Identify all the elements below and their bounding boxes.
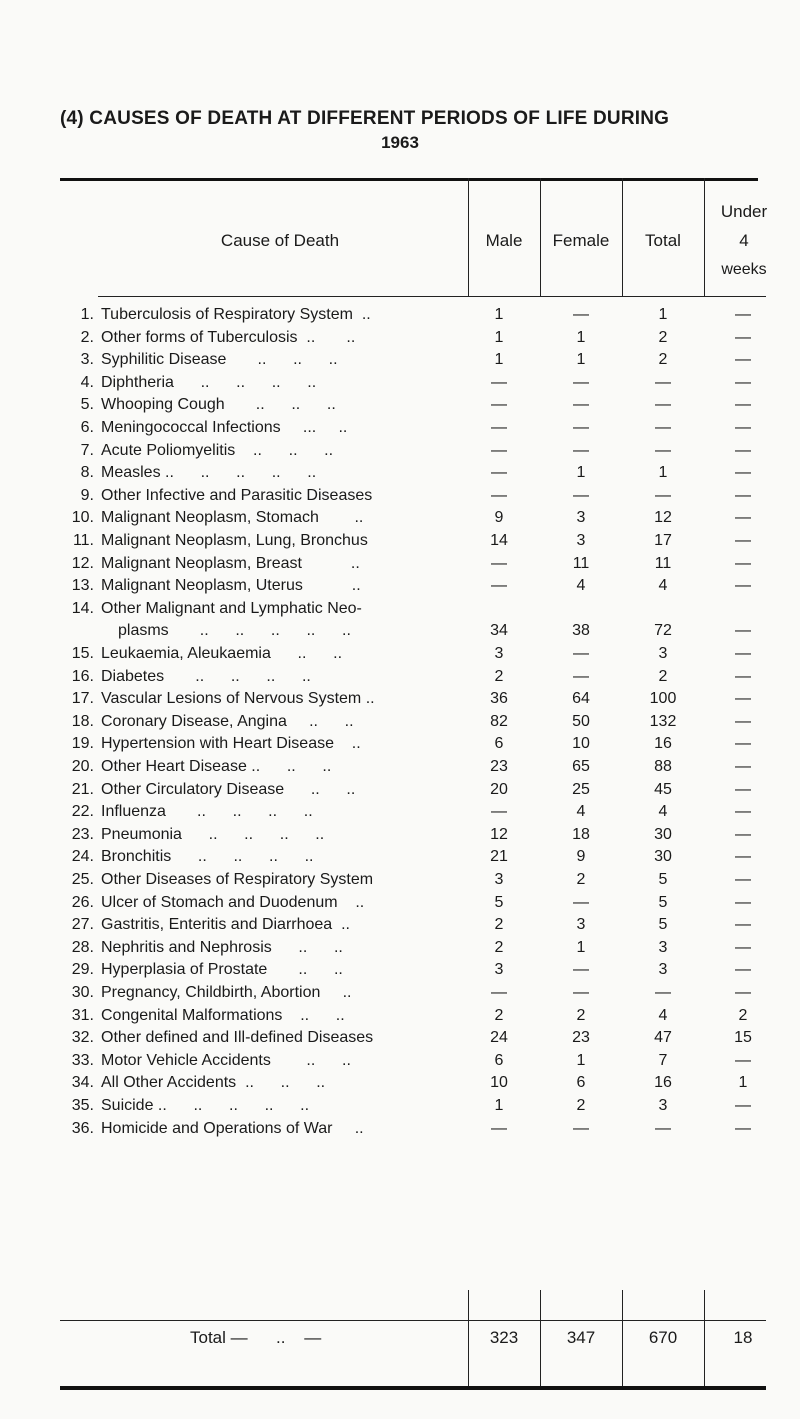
table-row	[0, 598, 800, 643]
row-total: —	[655, 373, 671, 391]
row-cause: Other Malignant and Lymphatic Neo-	[101, 599, 362, 617]
row-male: —	[491, 486, 507, 504]
header-male: Male	[485, 231, 523, 250]
row-female: 4	[576, 577, 586, 595]
row-under-4-weeks: —	[735, 464, 751, 482]
table-row	[0, 959, 800, 981]
row-female: 23	[572, 1029, 590, 1047]
row-male: 10	[490, 1074, 508, 1092]
row-male: 1	[494, 1097, 504, 1114]
row-total: 4	[658, 1006, 668, 1024]
row-total: 132	[649, 712, 677, 730]
row-under-4-weeks: —	[735, 893, 751, 911]
column-divider	[704, 1320, 705, 1386]
row-cause: Malignant Neoplasm, Uterus ..	[101, 577, 361, 595]
row-male: —	[491, 396, 507, 414]
row-total: 3	[658, 1097, 668, 1114]
row-total: —	[655, 984, 671, 1001]
row-female: —	[573, 486, 589, 504]
row-female: 3	[576, 509, 586, 527]
row-female: 2	[576, 871, 586, 888]
table-row	[0, 530, 800, 552]
row-total: —	[655, 419, 671, 436]
row-female: 50	[572, 712, 590, 730]
row-cause: Tuberculosis of Respiratory System ..	[101, 306, 371, 323]
row-male: 3	[494, 871, 504, 888]
row-total: 12	[654, 509, 672, 527]
column-divider	[704, 1290, 705, 1320]
row-number: 8.	[80, 464, 94, 482]
page-year: 1963	[381, 133, 419, 152]
table-row	[0, 349, 800, 371]
row-female: —	[573, 396, 589, 414]
row-cause: Other Infective and Parasitic Diseases	[101, 486, 373, 504]
footer-top-rule	[60, 1320, 766, 1321]
row-number: 35.	[71, 1097, 94, 1114]
row-cause: Acute Poliomyelitis .. .. ..	[101, 441, 334, 459]
row-female: —	[573, 306, 589, 323]
row-female: 3	[576, 532, 586, 549]
row-male: 23	[490, 758, 508, 775]
row-total: 1	[658, 464, 668, 482]
row-cause: Vascular Lesions of Nervous System ..	[101, 690, 375, 708]
table-row	[0, 394, 800, 416]
row-under-4-weeks: —	[735, 577, 751, 595]
table-row	[0, 937, 800, 959]
row-under-4-weeks: —	[735, 690, 751, 708]
row-under-4-weeks: —	[735, 984, 751, 1001]
row-number: 6.	[80, 419, 94, 436]
row-number: 27.	[71, 916, 94, 934]
table-row	[0, 440, 800, 462]
header-under-line2: 4	[739, 231, 749, 250]
row-male: 1	[494, 351, 504, 369]
row-male: —	[491, 464, 507, 482]
row-cause: Malignant Neoplasm, Lung, Bronchus	[101, 532, 368, 549]
row-number: 34.	[71, 1074, 94, 1092]
row-under-4-weeks: 1	[738, 1074, 748, 1092]
table-row	[0, 575, 800, 597]
row-female: —	[573, 984, 589, 1001]
column-divider	[622, 1290, 623, 1320]
row-female: —	[573, 667, 589, 685]
row-total: 16	[654, 1074, 672, 1092]
row-total: 5	[658, 871, 668, 888]
table-row	[0, 1095, 800, 1117]
row-total: 17	[654, 532, 672, 549]
row-under-4-weeks: —	[735, 871, 751, 888]
row-under-4-weeks: —	[735, 441, 751, 459]
row-under-4-weeks: —	[735, 712, 751, 730]
row-cause: Whooping Cough .. .. ..	[101, 396, 336, 414]
table-row	[0, 779, 800, 801]
table-row	[0, 1072, 800, 1094]
row-cause: Bronchitis .. .. .. ..	[101, 848, 314, 866]
row-total: 5	[658, 916, 668, 934]
row-cause: Pneumonia .. .. .. ..	[101, 825, 325, 843]
row-total: 16	[654, 735, 672, 753]
row-under-4-weeks: —	[735, 396, 751, 414]
row-under-4-weeks: —	[735, 803, 751, 821]
row-number: 20.	[71, 758, 94, 775]
row-total: 4	[658, 577, 668, 595]
row-under-4-weeks: —	[735, 509, 751, 527]
row-male: 14	[490, 532, 508, 549]
row-female: —	[573, 645, 589, 662]
row-number: 5.	[80, 396, 94, 414]
row-number: 21.	[71, 780, 94, 798]
row-female: —	[573, 419, 589, 436]
row-female: 64	[572, 690, 590, 708]
row-cause: Coronary Disease, Angina .. ..	[101, 712, 354, 730]
row-total: 3	[658, 961, 668, 979]
row-cause: Suicide .. .. .. .. ..	[101, 1097, 310, 1114]
footer-total-under: 18	[733, 1328, 753, 1347]
row-total: 1	[658, 306, 668, 323]
row-under-4-weeks: —	[735, 1119, 751, 1137]
row-male: —	[491, 577, 507, 595]
row-cause: Congenital Malformations .. ..	[101, 1006, 345, 1024]
row-under-4-weeks: —	[735, 351, 751, 369]
column-divider	[540, 1290, 541, 1320]
row-under-4-weeks: —	[735, 848, 751, 866]
row-under-4-weeks: 2	[738, 1006, 748, 1024]
row-female: 3	[576, 916, 586, 934]
row-female: —	[573, 893, 589, 911]
row-total: —	[655, 396, 671, 414]
table-row	[0, 643, 800, 665]
row-number: 17.	[71, 690, 94, 708]
table-row	[0, 462, 800, 484]
row-female: 9	[576, 848, 586, 866]
row-under-4-weeks: —	[735, 306, 751, 323]
table-row	[0, 1050, 800, 1072]
row-total: 2	[658, 351, 668, 369]
row-under-4-weeks: —	[735, 622, 751, 640]
table-row	[0, 892, 800, 914]
row-under-4-weeks: —	[735, 825, 751, 843]
row-cause: Other defined and Ill-defined Diseases	[101, 1029, 374, 1047]
row-cause: Hyperplasia of Prostate .. ..	[101, 961, 343, 979]
row-total: —	[655, 441, 671, 459]
page-title: (4) CAUSES OF DEATH AT DIFFERENT PERIODS OF LIFE DURING	[60, 108, 670, 129]
row-number: 19.	[71, 735, 94, 753]
row-male: 5	[494, 893, 504, 911]
row-total: 30	[654, 848, 672, 866]
row-cause: Ulcer of Stomach and Duodenum ..	[101, 893, 365, 911]
row-cause: Other Circulatory Disease .. ..	[101, 780, 356, 798]
row-under-4-weeks: —	[735, 419, 751, 436]
table-row	[0, 553, 800, 575]
row-number: 13.	[71, 577, 94, 595]
footer-total-total: 670	[648, 1328, 678, 1347]
footer-total-male: 323	[489, 1328, 519, 1347]
row-under-4-weeks: —	[735, 1051, 751, 1069]
row-number: 31.	[71, 1006, 94, 1024]
row-number: 24.	[71, 848, 94, 866]
row-male: 2	[494, 1006, 504, 1024]
row-number: 25.	[71, 871, 94, 888]
row-cause: Malignant Neoplasm, Stomach ..	[101, 509, 364, 527]
row-under-4-weeks: —	[735, 1097, 751, 1114]
row-female: —	[573, 373, 589, 391]
row-cause: Other Diseases of Respiratory System	[101, 871, 374, 888]
row-cause: Motor Vehicle Accidents .. ..	[101, 1051, 351, 1069]
row-female: 2	[576, 1006, 586, 1024]
row-cause-continued: plasms .. .. .. .. ..	[118, 622, 351, 640]
row-cause: Homicide and Operations of War ..	[101, 1119, 364, 1137]
row-under-4-weeks: —	[735, 645, 751, 662]
row-number: 4.	[80, 373, 94, 391]
row-under-4-weeks: —	[735, 486, 751, 504]
header-total: Total	[645, 231, 681, 250]
row-male: 1	[494, 328, 504, 346]
row-male: 2	[494, 916, 504, 934]
row-male: 6	[494, 1051, 504, 1069]
header-top-rule	[60, 178, 758, 181]
row-cause: Influenza .. .. .. ..	[101, 803, 313, 821]
header-under-line1: Under	[720, 202, 768, 221]
row-number: 7.	[80, 441, 94, 459]
row-under-4-weeks: —	[735, 938, 751, 956]
row-number: 26.	[71, 893, 94, 911]
row-male: —	[491, 554, 507, 572]
column-divider	[622, 1320, 623, 1386]
row-number: 36.	[71, 1119, 94, 1137]
row-male: 3	[494, 961, 504, 979]
row-female: 11	[572, 554, 590, 572]
table-row	[0, 507, 800, 529]
row-number: 2.	[80, 328, 94, 346]
row-number: 33.	[71, 1051, 94, 1069]
table-row	[0, 1118, 800, 1140]
row-number: 11.	[72, 532, 94, 549]
row-cause: Syphilitic Disease .. .. ..	[101, 351, 338, 369]
row-total: 47	[654, 1029, 672, 1047]
row-total: 2	[658, 328, 668, 346]
row-number: 15.	[71, 645, 94, 662]
row-number: 16.	[71, 667, 94, 685]
table-row	[0, 914, 800, 936]
table-row	[0, 711, 800, 733]
row-total: 72	[654, 622, 672, 640]
row-female: —	[573, 441, 589, 459]
header-cause: Cause of Death	[220, 231, 340, 250]
row-cause: All Other Accidents .. .. ..	[101, 1074, 326, 1092]
row-male: —	[491, 373, 507, 391]
row-cause: Measles .. .. .. .. ..	[101, 464, 317, 482]
row-under-4-weeks: —	[735, 916, 751, 934]
table-row	[0, 327, 800, 349]
row-number: 29.	[71, 961, 94, 979]
row-number: 3.	[80, 351, 94, 369]
row-total: 2	[658, 667, 668, 685]
row-number: 30.	[71, 984, 94, 1001]
row-number: 9.	[80, 486, 94, 504]
row-under-4-weeks: —	[735, 667, 751, 685]
row-under-4-weeks: 15	[734, 1029, 752, 1047]
header-bottom-rule	[98, 296, 766, 297]
row-total: 11	[654, 554, 672, 572]
row-under-4-weeks: —	[735, 373, 751, 391]
table-row	[0, 733, 800, 755]
row-total: 5	[658, 893, 668, 911]
row-cause: Diabetes .. .. .. ..	[101, 667, 311, 685]
row-under-4-weeks: —	[735, 758, 751, 775]
row-female: 2	[576, 1097, 586, 1114]
row-total: 7	[658, 1051, 668, 1069]
row-number: 14.	[71, 599, 94, 617]
row-male: 2	[494, 667, 504, 685]
column-divider	[468, 1290, 469, 1320]
row-female: 10	[572, 735, 590, 753]
row-male: 1	[494, 306, 504, 323]
row-cause: Pregnancy, Childbirth, Abortion ..	[101, 984, 352, 1001]
footer-total-label: Total — .. —	[190, 1328, 322, 1347]
row-female: 6	[576, 1074, 586, 1092]
row-number: 18.	[71, 712, 94, 730]
table-row	[0, 756, 800, 778]
table-row	[0, 801, 800, 823]
row-female: 25	[572, 780, 590, 798]
row-number: 12.	[71, 554, 94, 572]
header-under-4-weeks	[704, 200, 784, 282]
footer-total-female: 347	[566, 1328, 596, 1347]
row-cause: Malignant Neoplasm, Breast ..	[101, 554, 360, 572]
row-male: 2	[494, 938, 504, 956]
row-male: 20	[490, 780, 508, 798]
row-female: 1	[576, 351, 586, 369]
row-cause: Other forms of Tuberculosis .. ..	[101, 328, 356, 346]
table-row	[0, 869, 800, 891]
row-female: 1	[576, 938, 586, 956]
row-number: 23.	[71, 825, 94, 843]
row-total: 100	[649, 690, 677, 708]
row-male: —	[491, 984, 507, 1001]
row-under-4-weeks: —	[735, 961, 751, 979]
row-cause: Meningococcal Infections ... ..	[101, 419, 348, 436]
row-number: 32.	[71, 1029, 94, 1047]
row-cause: Hypertension with Heart Disease ..	[101, 735, 361, 753]
row-cause: Nephritis and Nephrosis .. ..	[101, 938, 343, 956]
table-row	[0, 372, 800, 394]
row-under-4-weeks: —	[735, 554, 751, 572]
row-male: 34	[490, 622, 508, 640]
row-total: 3	[658, 938, 668, 956]
row-cause: Leukaemia, Aleukaemia .. ..	[101, 645, 343, 662]
table-row	[0, 304, 800, 326]
row-number: 28.	[71, 938, 94, 956]
table-row	[0, 1027, 800, 1049]
row-male: —	[491, 419, 507, 436]
header-under-line3: weeks	[721, 261, 767, 278]
row-female: —	[573, 1119, 589, 1137]
row-total: 3	[658, 645, 668, 662]
row-number: 1.	[80, 306, 94, 323]
table-row	[0, 1005, 800, 1027]
header-female: Female	[552, 231, 610, 250]
row-female: 18	[572, 825, 590, 843]
table-row	[0, 417, 800, 439]
row-under-4-weeks: —	[735, 532, 751, 549]
row-male: 6	[494, 735, 504, 753]
row-total: —	[655, 486, 671, 504]
row-cause: Gastritis, Enteritis and Diarrhoea ..	[101, 916, 350, 934]
row-cause: Diphtheria .. .. .. ..	[101, 373, 317, 391]
row-number: 22.	[71, 803, 94, 821]
row-male: —	[491, 1119, 507, 1137]
row-female: 1	[576, 464, 586, 482]
row-male: 82	[490, 712, 508, 730]
row-male: 21	[490, 848, 508, 866]
row-female: 1	[576, 1051, 586, 1069]
row-male: 9	[494, 509, 504, 527]
row-total: 30	[654, 825, 672, 843]
table-row	[0, 485, 800, 507]
row-under-4-weeks: —	[735, 780, 751, 798]
row-total: 88	[654, 758, 672, 775]
row-male: 36	[490, 690, 508, 708]
row-female: 65	[572, 758, 590, 775]
row-male: —	[491, 803, 507, 821]
row-female: —	[573, 961, 589, 979]
row-male: 12	[490, 825, 508, 843]
row-male: —	[491, 441, 507, 459]
row-under-4-weeks: —	[735, 328, 751, 346]
row-total: 4	[658, 803, 668, 821]
table-row	[0, 982, 800, 1004]
row-cause: Other Heart Disease .. .. ..	[101, 758, 332, 775]
row-number: 10.	[71, 509, 94, 527]
table-row	[0, 824, 800, 846]
row-total: 45	[654, 780, 672, 798]
row-female: 38	[572, 622, 590, 640]
footer-bottom-rule	[60, 1386, 766, 1390]
row-under-4-weeks: —	[735, 735, 751, 753]
row-total: —	[655, 1119, 671, 1137]
table-row	[0, 688, 800, 710]
table-row	[0, 846, 800, 868]
table-row	[0, 666, 800, 688]
row-female: 4	[576, 803, 586, 821]
row-male: 24	[490, 1029, 508, 1047]
column-divider	[540, 1320, 541, 1386]
row-female: 1	[576, 328, 586, 346]
row-male: 3	[494, 645, 504, 662]
